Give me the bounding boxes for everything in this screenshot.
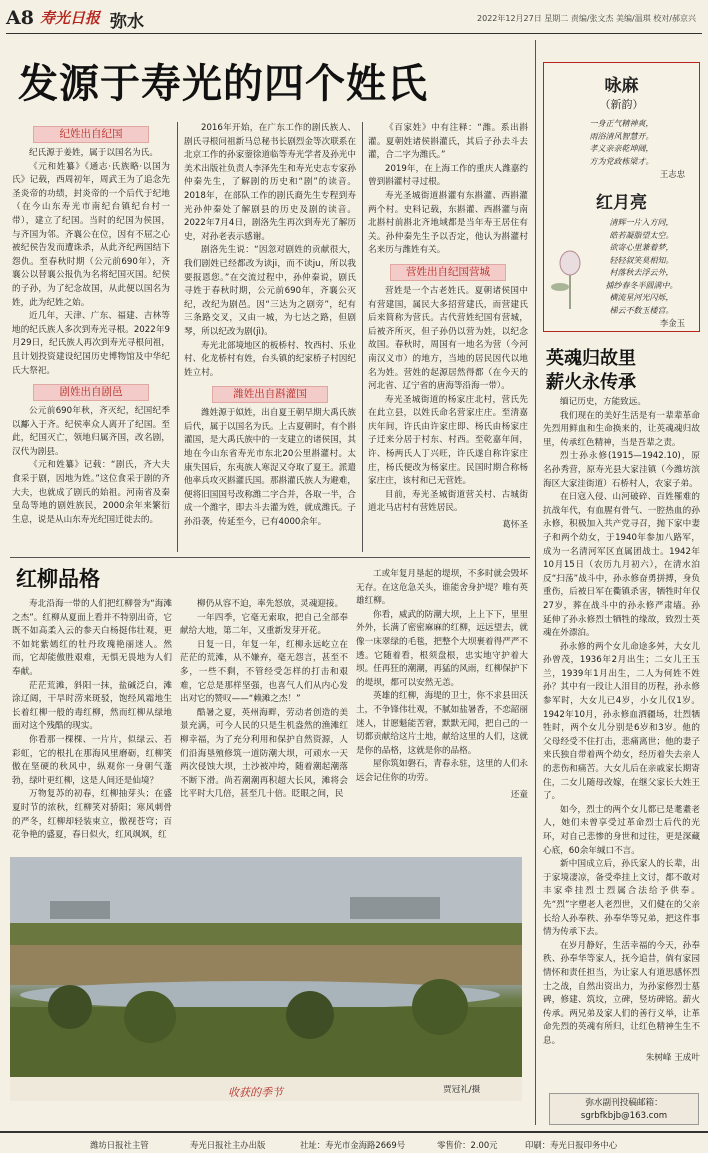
- byline: 还童: [510, 789, 528, 800]
- paragraph: 烈士孙永修(1915—1942.10)，原名孙秀营，原寿光县大家洼镇（今潍坊滨海区大家洼街道）石桥村人，农家子弟。: [543, 451, 700, 489]
- landscape-illustration: [10, 857, 522, 1077]
- paragraph: 一年四季，它毫无索取，把自己全部奉献给大地，第二年，又重新发芽开花。: [180, 612, 348, 637]
- footer-address: 社址：寿光市金海路2669号: [300, 1140, 406, 1150]
- paragraph: 剧洛先生说：“因忽对剧姓的贡献很大，我们剧姓已经都改为读ji，而不读ju，所以我要报恩您。”在交流过程中，孙仲秦说，剧氏寻姓于春秋时期，公元前690年，齐襄公灭纪，改纪为剧邑。因“三达为之剧旁”，纪有三条路交叉，又由一城，为七达之路，但剧琴，所以纪改为剧(jì)。: [184, 245, 356, 337]
- paragraph: 酷暑之夏，英州海畔，劳动者创造的美景充满，可今人民的只是生机盎然的渔滩红柳幸福，为了充分利用和保护自然资源，人们沿海垦殖修筑一道防潮大坝，可顽水一天两次侵蚀大坝，土沙被冲垮，随着潮起潮落不断下滑。尚若潮潮再积超大长风，滩将会比平时大几倍，甚至几十倍。眨眼之间，民: [180, 707, 348, 800]
- subheading-wei: 潍姓出自斟灌国: [212, 386, 328, 403]
- paragraph: 你看，威武的防潮大坝，上上下下，里里外外，长满了密密麻麻的红柳，远远望去，就像一床翠绿的毛毯，把整个大坝裹着得严严不透。它随着看，根须盘根，忠实地守护着大坝。任再狂的潮潮，再猛的风雨，红柳保护下的堤坝，都可以安然无恙。: [356, 609, 528, 688]
- page-header: [6, 4, 702, 34]
- subheading-ji: 纪姓出自纪国: [33, 126, 149, 143]
- poem1-author: 王志忠: [659, 169, 685, 179]
- article2-col3: [356, 568, 528, 850]
- poem-box: [543, 62, 700, 332]
- article3-title-line2: 薪火永传承: [546, 372, 636, 393]
- paragraph: 寿光北部境地区的板桥村、牧西村、乐业村、化龙桥村有姓，台头镇的纪家桥子村因纪姓立村。: [184, 340, 356, 378]
- paragraph: 《元和姓纂》记载：“剧氏，齐大夫食采于剧，因地为姓。”这位食采于剧的齐大夫，也就成了剧氏的始祖。河南省及秦皇岛等地的剧姓族民，2000余年来繁衍生息，说是从山东寿光纪国迁徙去的。: [12, 460, 170, 525]
- paragraph: 新中国成立后，孙氏家人的长辈，出于家境凄凉，备受牵挂上文讨，都不敢对丰家牵挂烈士烈属合法给予供奉。先“烈”字塑老人老烈世，又们健在的父亲长给人孙奉秩、孙奉华等兄弟，把这件事情为传承下去。: [543, 859, 700, 938]
- paragraph: 你看那一棵棵、一片片，似绿云、若彩虹，它的根扎在那海风里磨砺，红柳笑傲在坚硬的秋风中，纵观你一身朝气蓬勃，绿叶更红柳，这是人间还是仙境？: [12, 734, 172, 786]
- headline: 发源于寿光的四个姓氏: [18, 60, 428, 107]
- section-divider: [10, 557, 530, 558]
- paragraph: 目前，寿光圣城街道营关村、古城街道北马店村有营姓居民。: [368, 489, 528, 514]
- poem2-author: 李金玉: [659, 318, 685, 328]
- poem-line: 欲寄心里兼着梦，: [609, 243, 674, 252]
- paragraph: 柳仍从容不迫，率先怒放，灵魂迎接。: [197, 599, 344, 609]
- newspaper-logo: 寿光日报: [40, 9, 101, 27]
- subheading-ying: 营姓出自纪国营城: [390, 264, 506, 281]
- column-divider: [362, 122, 363, 552]
- poem-line: 梯云不数玉楼宫。: [609, 305, 674, 315]
- poem-line: 轻轻叙笑莫相知。: [609, 255, 674, 265]
- column-divider: [177, 122, 178, 552]
- paragraph: 日复一日，年复一年，红柳永远屹立在茫茫的荒滩，从不嫌弃，毫无怨言，甚至不多，一些不剩，不管经受怎样的打击和艰难，它总是那样坚强，也喜气人们从内心发出对它的赞叹——“赖滩之杰！”: [180, 639, 348, 705]
- article2-col2: [180, 598, 348, 850]
- poem-line: 皓若凝脂望太空。: [609, 230, 674, 240]
- lotus-illustration: [550, 231, 590, 311]
- paragraph: 在日寇入侵、山河破碎、百姓罹难的抗战年代，有血腥有骨气、一腔热血的孙永修，积极加入共产党寻召，抛下家中妻子和两个幼女，于1940年参加八路军，成为一名清河军区直属团战士。1942年10月15日（农历九月初六），在清水泊反“扫荡”战斗中，孙永修奋勇拼搏，身负重伤，后被日军在衢镇杀害，牺牲时年仅27岁，葬在战斗中的孙永修严肃墙。孙延伸了孙永修烈士牺牲的缘故，致烈士英魂在外漂泊。: [543, 492, 700, 639]
- harvest-photo: [10, 857, 522, 1077]
- paragraph: 孙永修的两个女儿命途多舛，大女儿孙曾茂，1936年2月出生；二女儿王玉兰，1939年1月出生，二人为何姓不姓孙？其中有一段让人泪目的历程，孙永修参军时，大女儿已4岁，小女儿仅1岁。1942年10月，孙永修血洒疆场，壮烈牺牲时，两个女儿分别是6岁和3岁。他的父母经受不住打击，悲痛离世；他的妻子来氏独自带着两个幼女，经历着失去亲人的悲伤和痛苦。大女儿后在亲戚家长期寄住，二女儿随母改嫁，在继父家长大姓王了。: [543, 641, 700, 802]
- footer-publisher: 寿光日报社主办出版: [190, 1140, 266, 1150]
- paragraph: 近几年，天津、广东、福建、吉林等地的纪氏族人多次到寿光寻根。2022年9月29日，纪氏族人再次到寿光寻根问祖，且计划投资建设纪国历史博物馆及中华纪氏大祭祀。: [12, 311, 170, 376]
- poem-line: 村落秋去浮云外，: [609, 268, 674, 277]
- paragraph: 公元前690年秋，齐灭纪，纪国纪季以酅入于齐。纪侯率众人离开了纪国。至此，纪国灭亡，领地归属齐国，改名剧，汉代为剧县。: [12, 406, 170, 457]
- paragraph: 潍姓源于姒姓，出自夏王朝早期大禹氏族后代，属于以国名为氏。上古夏朝时，有个斟灌国，是大禹氏族中的一支建立的诸侯国，其地在今山东省寿光市东北20公里斟灌村。太康失国后，东夷族人寒浞又夺取了夏王。派遣他率兵攻灭斟灌氏国。那斟灌氏族人为避难，便将旧国国号改称潍二字合并，各取一半，合成一个潍字，即去斗去灌为姓，就成潍氏。子孙沿袭，传延至今，已有4000余年。: [184, 408, 356, 528]
- paragraph: 纪氏源于姜姓，属于以国名为氏。: [29, 148, 158, 158]
- article1-col3: [368, 122, 528, 552]
- paragraph: 茫茫荒滩，斜阳一抹，盐碱泛白，滩涂辽阔，干旱时涝来斑驳，饱经风霜地生长着红柳一般的毒红柳，然而红柳从绿地面对这个残酷的现实。: [12, 680, 172, 732]
- paragraph: 英雄的红柳，海堤的卫士，你不求县田沃土，不争锋伟壮观，不腻如盐暑香，不恋韶丽迷人，甘愿魁能苦窘，默默无闻，把自己的一切都贡献给这片土地，献给这里的人们，这就是你的品格，这就是你的品格。: [356, 691, 528, 756]
- page-number: A8: [6, 7, 34, 29]
- poem2-title: 红月亮: [596, 193, 647, 213]
- paragraph: 缅记历史，方能致远。: [560, 397, 646, 407]
- poem1-title: 咏麻: [604, 76, 639, 96]
- paragraph: 营姓是一个古老姓氏。夏朝诸侯国中有营建国，属民大多招营建氏，而营建氏后来简称为营氏。古代营姓纪国有营城，后被齐所灭，但子孙仍以营为姓，以纪念故国。春秋时，周国有一地名为营（今河南汉义市）的地方，当地的居民因代以地名为姓。营姓的起源居然得都（在今天的河北省、辽宁省的唐海等沿海一带）。: [368, 285, 528, 392]
- paragraph: 《元和姓纂》《通志·氏族略·以国为氏》记载，西周初年，周武王为了追念先圣炎帝的功绩，封炎帝的一个后代于纪地（在今山东寿光市南纪台镇纪台村一带），建立了纪国。当时的纪国为侯国，与齐国为邻。齐襄公在位，因有不屈之心被纪侯告发而遭诛杀，从此齐纪两国结下怨仇。至春秋时期（公元前690年），齐襄公以替襄公报仇为名将纪国灭国。纪侯的子孙，为了纪念故国，从此便以国名为姓，此为纪姓之始。: [12, 161, 170, 308]
- paragraph: 《百家姓》中有注释：“潍。系出斟灌。夏朝姓诸侯斟灌氏，其后子孙去斗去灌，合二字为潍氏。”: [368, 123, 528, 161]
- paragraph: 寿光圣城街道的杨家庄北村，营氏先在此立县，以姓氏命名营家庄庄。至清嘉庆年间，许氏由许家庄即、杨氏由杨家庄子迁来分居于村东、村西。至乾嘉年间，许、杨两氏人丁兴旺，许氏遂自称许家庄庄，杨氏便改为杨家庄。民国时期合称杨家庄庄，该村和已无营姓。: [368, 394, 528, 487]
- poem1-subtitle: （新韵）: [599, 98, 644, 111]
- poem-line: 雨浴清风智慧开。: [589, 131, 654, 141]
- paragraph: 2019年，在上海工作的重庆人潍嘉约曾到斟灌村寻过根。: [368, 163, 528, 188]
- paragraph: 寿光圣城街道斟灌有东斟灌、西斟灌两个村。史料记载，东斟灌、西斟灌与南北斟村前斟北齐地域都是当年寿王居住有关。孙仲秦先生予以否定，他认为斟灌村名来历与潍姓有关。: [368, 190, 528, 256]
- article2-col1: [12, 598, 172, 850]
- poem-line: 方为党政栋梁才。: [589, 156, 654, 166]
- email-address[interactable]: sgrbfkbjb@163.com: [580, 1111, 668, 1121]
- paragraph: 在岁月静好，生活幸福的今天，孙奉秩、孙奉华等家人，抚今追昔，倘有家园情怀和责任担当，为让家人有道思感怀烈士之战，自然出资出力，为孙家修烈士墓碑，修建、筑坟，立碑，竖坊碑铭。薪火传承。两兄弟及家人们的善行义举，让革命先烈的英魂有所归，让红色精神生生不息。: [543, 940, 700, 1046]
- paragraph: 工或年复月垦起的堤坝，不多时就会毁坏无存。在这危急关头，谁能舍身护堤？唯有英雄红柳。: [356, 569, 528, 607]
- poem-line: 捕纱春冬半圆满中。: [605, 280, 678, 290]
- article2-title: 红柳品格: [16, 566, 100, 591]
- photo-credit: 贾冠礼/摄: [443, 1085, 481, 1095]
- poem-line: 孝义亲亲乾坤阔，: [589, 144, 654, 153]
- byline: 葛怀圣: [502, 520, 528, 531]
- article3-title-line1: 英魂归故里: [546, 348, 636, 369]
- section-name: 弥水: [110, 12, 144, 32]
- poem-line: 一身正气精神爽，: [589, 119, 654, 128]
- footer-price: 零售价：2.00元: [437, 1140, 498, 1150]
- poem-line: 清辉一片入方同，: [609, 218, 674, 227]
- paragraph: 万物复苏的初春，红柳抽芽头；在盛夏时节的浓秋，红柳笑对骄阳；寒风刺骨的严冬，红柳却轻装束立，傲视苍穹；百花争艳的盛夏，春日似火，红风飒飒，红: [12, 789, 172, 841]
- paragraph: 2016年开始，在广东工作的剧氏族人、剧氏寻根问祖新马总秘书长剧烈金等次联系在北京工作的孙家蓥徐道临等寿光学者及孙光中美术出版社负责人李泽先生和寿光史志专家孙仲秦先生，了解剧的历史和“剧”的读音。2018年，在部队工作的剧氏裔先生专程到寿光孙仲秦处了解剧县的历史及剧的读音。2022年7月4日，剧洛先生再次到寿光了解历史，对孙老表示感谢。: [184, 123, 356, 242]
- paragraph: 屋你筑如磐石，青春永驻，这里的人们永远会记住你的功劳。: [356, 759, 528, 783]
- paragraph: 寿北沿海一带的人们把红柳誉为“海滩之杰”。红柳从夏面上看并不特别出奇，它既不如高柔入云的参天白杨挺伟壮观，更不如姹紫嫣红的牡丹玫瑰艳丽迷人。然而，它却能傲胜艰难，无惧无畏地为人们奉献。: [12, 599, 172, 677]
- poem-line: 横流星河光闪烁，: [609, 293, 674, 302]
- paragraph: 我们现在的美好生活是有一辈辈革命先烈用鲜血和生命换来的，让英魂魂归故里，传承红色精神，当是吾辈之责。: [543, 410, 700, 448]
- paragraph: 如今，烈士的两个女儿都已是耄耋老人，她们未曾享受过革命烈士后代的光环，对自己悲惨的身世和过往，更是深藏心底，60余年缄口不言。: [543, 804, 700, 856]
- byline: 朱树峰 王成叶: [645, 1052, 700, 1063]
- footer-supervisor: 潍坊日报社主管: [90, 1140, 149, 1150]
- submission-email-box: [549, 1093, 699, 1125]
- right-column-divider: [535, 40, 536, 1125]
- article3-body: [543, 396, 700, 1086]
- header-info: 2022年12月27日 星期二 责编/张文杰 美编/温琪 校对/郝京兴: [477, 14, 696, 23]
- photo-caption: 收获的季节: [228, 1086, 283, 1099]
- article1-col2: [184, 122, 356, 552]
- footer-printer: 印刷：寿光日报印务中心: [525, 1140, 618, 1150]
- article1-col1: [12, 120, 170, 555]
- email-label: 弥水副刊投稿邮箱：: [585, 1098, 663, 1108]
- page-footer: [0, 1131, 708, 1153]
- subheading-ju: 剧姓出自剧邑: [33, 384, 149, 401]
